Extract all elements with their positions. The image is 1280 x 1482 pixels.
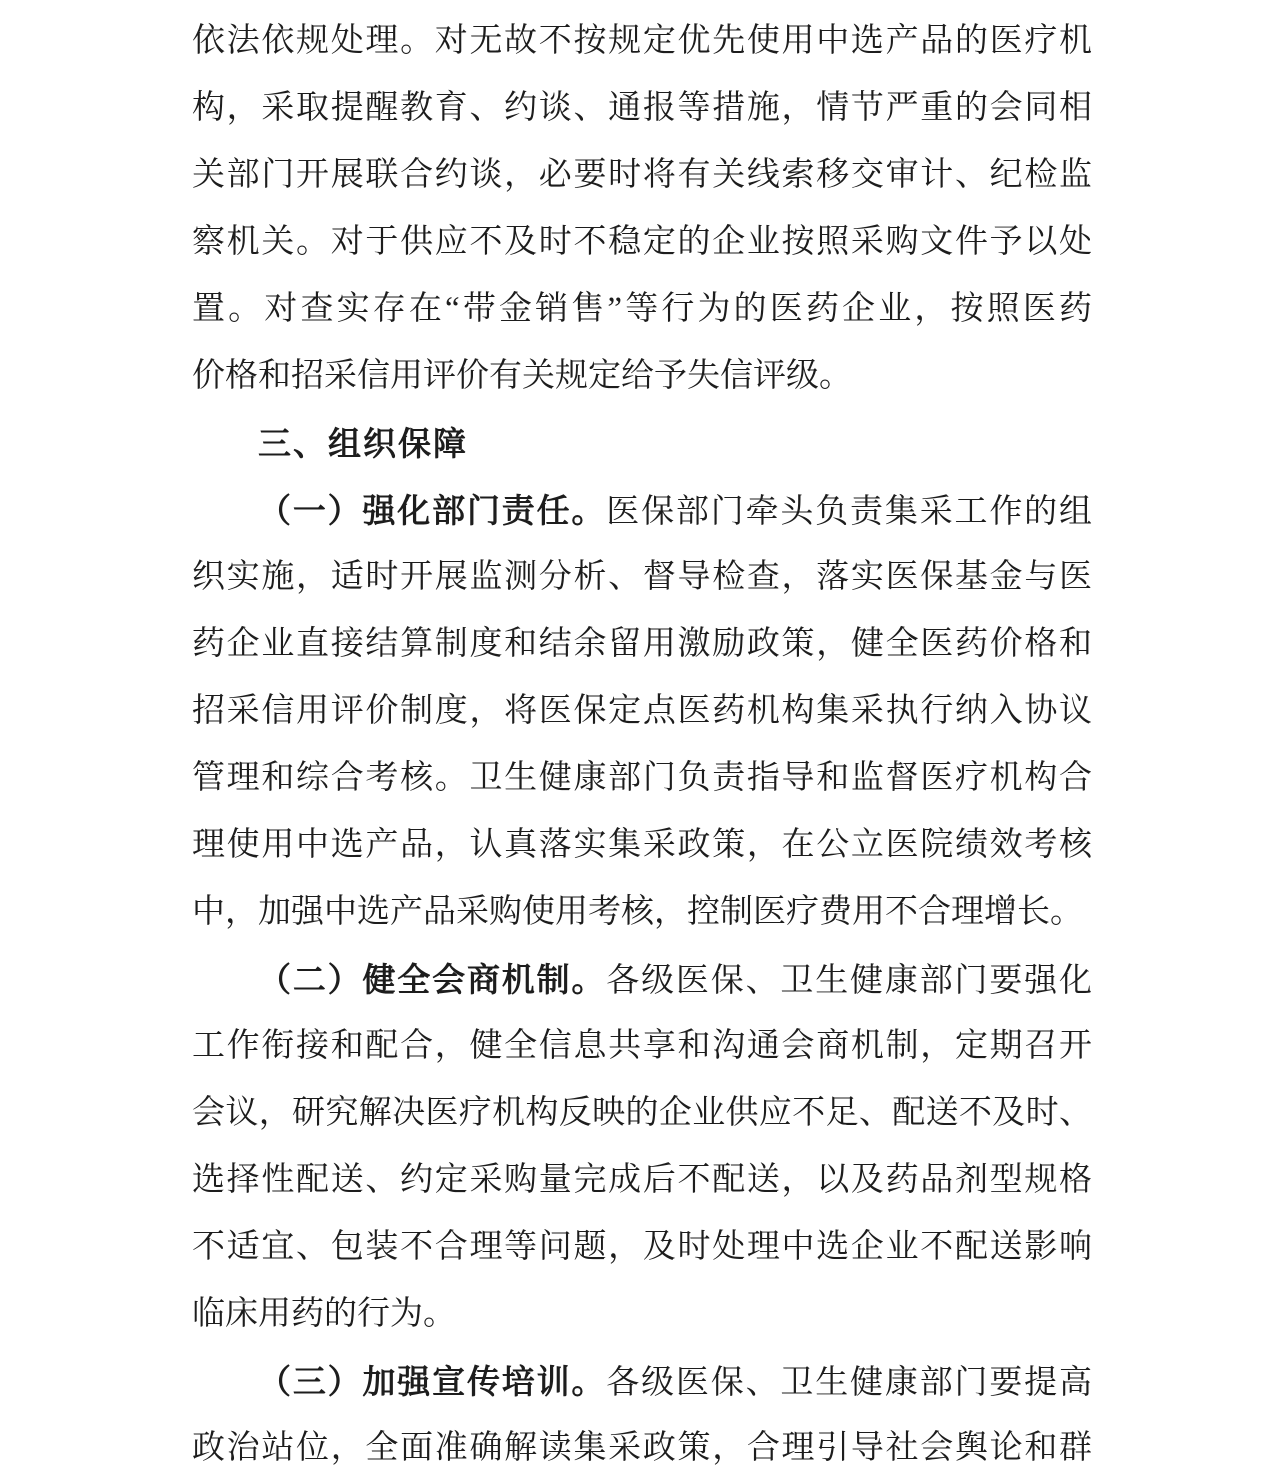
text-line: 工作衔接和配合，健全信息共享和沟通会商机制，定期召开: [192, 1028, 1092, 1064]
text-line: 理使用中选产品，认真落实集采政策，在公立医院绩效考核: [192, 827, 1092, 863]
subsection-title: （三）加强宣传培训。: [258, 1363, 607, 1400]
text-line: 依法依规处理。对无故不按规定优先使用中选产品的医疗机: [192, 23, 1092, 59]
subsection-title: （一）强化部门责任。: [258, 492, 607, 529]
text-line: 置。对查实存在“带金销售”等行为的医药企业，按照医药: [192, 291, 1092, 327]
document-text: [192, 8, 1092, 1482]
text-line: 不适宜、包装不合理等问题，及时处理中选企业不配送影响: [192, 1229, 1092, 1265]
text-line: 构，采取提醒教育、约谈、通报等措施，情节严重的会同相: [192, 90, 1092, 126]
text-line: （三）加强宣传培训。各级医保、卫生健康部门要提高: [258, 1363, 1093, 1401]
text-line: 织实施，适时开展监测分析、督导检查，落实医保基金与医: [192, 559, 1092, 595]
text-line: 政治站位，全面准确解读集采政策，合理引导社会舆论和群: [192, 1430, 1092, 1466]
text-line: 会议，研究解决医疗机构反映的企业供应不足、配送不及时、: [192, 1095, 1092, 1131]
text-line: 中，加强中选产品采购使用考核，控制医疗费用不合理增长。: [192, 894, 1083, 930]
text-line: 价格和招采信用评价有关规定给予失信评级。: [192, 358, 852, 394]
text-line: 招采信用评价制度，将医保定点医药机构集采执行纳入协议: [192, 693, 1092, 729]
text-line: 药企业直接结算制度和结余留用激励政策，健全医药价格和: [192, 626, 1092, 662]
section-heading: 三、组织保障: [258, 425, 468, 462]
subsection-title: （二）健全会商机制。: [258, 961, 607, 998]
text-line: 关部门开展联合约谈，必要时将有关线索移交审计、纪检监: [192, 157, 1092, 193]
text-line: （二）健全会商机制。各级医保、卫生健康部门要强化: [258, 961, 1093, 999]
text-line: （一）强化部门责任。医保部门牵头负责集采工作的组: [258, 492, 1093, 530]
text-line: 管理和综合考核。卫生健康部门负责指导和监督医疗机构合: [192, 760, 1092, 796]
text-line: 选择性配送、约定采购量完成后不配送，以及药品剂型规格: [192, 1162, 1092, 1198]
text-line: 临床用药的行为。: [192, 1296, 456, 1332]
text-line: 察机关。对于供应不及时不稳定的企业按照采购文件予以处: [192, 224, 1092, 260]
